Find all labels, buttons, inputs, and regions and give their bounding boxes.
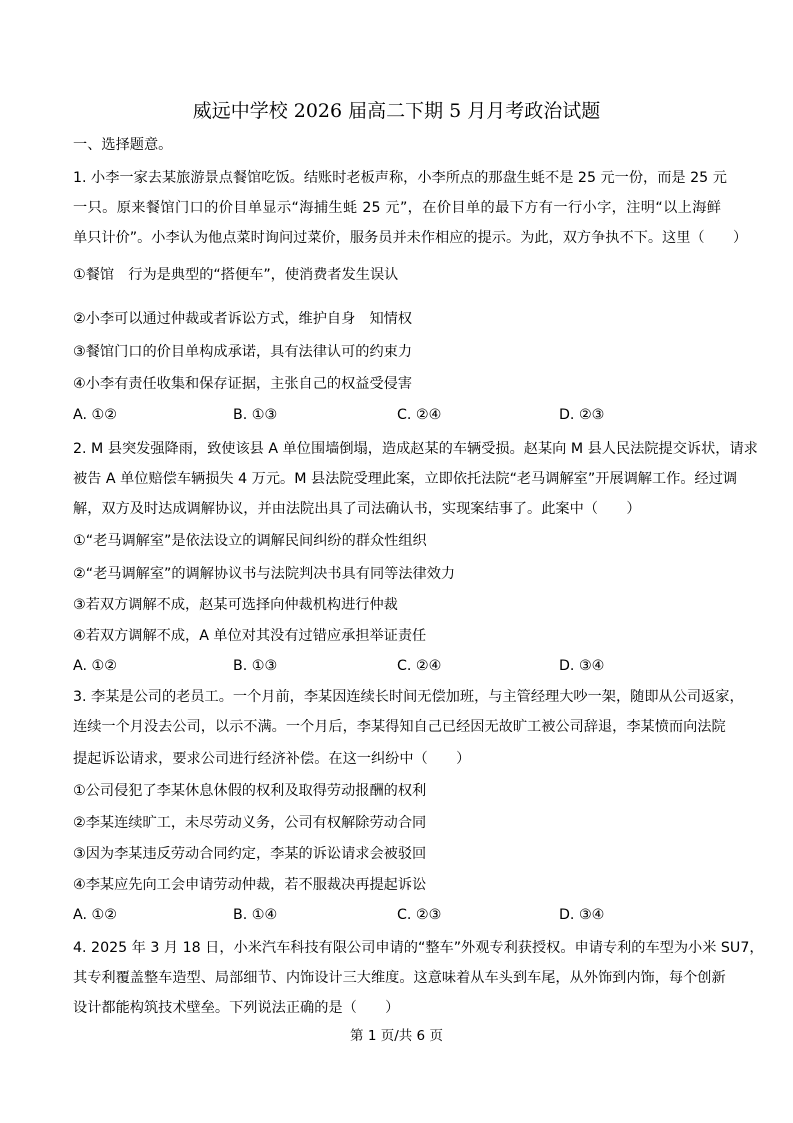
question-4-line-2: 其专利覆盖整车造型、局部细节、内饰设计三大维度。这意味着从车头到车尾，从外饰到内饰，每个创新 [73, 970, 726, 986]
option-c[interactable]: C. ②④ [397, 658, 442, 674]
option-c[interactable]: C. ②③ [397, 907, 442, 923]
option-b[interactable]: B. ①④ [233, 907, 278, 923]
question-2-options [73, 658, 723, 676]
page-footer: 第 1 页/共 6 页 [350, 1028, 443, 1044]
question-3-line-3: 提起诉讼请求，要求公司进行经济补偿。在这一纠纷中（ ） [73, 751, 471, 767]
option-a[interactable]: A. ①② [73, 407, 117, 423]
question-1-statement-2: ②小李可以通过仲裁或者诉讼方式，维护自身 知情权 [73, 311, 413, 327]
question-2-statement-2: ②“老马调解室”的调解协议书与法院判决书具有同等法律效力 [73, 566, 456, 582]
question-3-line-2: 连续一个月没去公司，以示不满。一个月后，李某得知自己已经因无故旷工被公司辞退，李某愤而向法院 [73, 719, 726, 735]
question-3-options [73, 907, 723, 925]
question-1-line-1: 1. 小李一家去某旅游景点餐馆吃饭。结账时老板声称，小李所点的那盘生蚝不是 25 元一份，而是 25 元 [73, 170, 727, 186]
page-title: 威远中学校 2026 届高二下期 5 月月考政治试题 [192, 100, 601, 122]
option-b[interactable]: B. ①③ [233, 658, 278, 674]
question-2-line-3: 解，双方及时达成调解协议，并由法院出具了司法确认书，实现案结事了。此案中（ ） [73, 501, 641, 517]
option-a[interactable]: A. ①② [73, 658, 117, 674]
option-c[interactable]: C. ②④ [397, 407, 442, 423]
option-a[interactable]: A. ①② [73, 907, 117, 923]
question-1-options [73, 407, 723, 425]
question-1-line-2: 一只。原来餐馆门口的价目单显示“海捕生蚝 25 元”，在价目单的最下方有一行小字，注明“以上海鲜 [73, 200, 721, 216]
question-2-line-2: 被告 A 单位赔偿车辆损失 4 万元。M 县法院受理此案，立即依托法院“老马调解室”开展调解工作。经过调 [73, 471, 738, 487]
question-2-statement-1: ①“老马调解室”是依法设立的调解民间纠纷的群众性组织 [73, 533, 427, 549]
question-1-line-3: 单只计价”。小李认为他点菜时询问过菜价，服务员并未作相应的提示。为此，双方争执不下。这里（ ） [73, 230, 748, 246]
question-3-statement-3: ③因为李某违反劳动合同约定，李某的诉讼请求会被驳回 [73, 846, 427, 862]
question-3-statement-1: ①公司侵犯了李某休息休假的权利及取得劳动报酬的权利 [73, 783, 427, 799]
question-4-line-3: 设计都能构筑技术壁垒。下列说法正确的是（ ） [73, 1000, 400, 1016]
question-4-line-1: 4. 2025 年 3 月 18 日，小米汽车科技有限公司申请的“整车”外观专利获授权。申请专利的车型为小米 SU7， [73, 940, 764, 956]
question-3-statement-2: ②李某连续旷工，未尽劳动义务，公司有权解除劳动合同 [73, 815, 427, 831]
option-b[interactable]: B. ①③ [233, 407, 278, 423]
option-d[interactable]: D. ②③ [559, 407, 605, 423]
option-d[interactable]: D. ③④ [559, 658, 605, 674]
section-heading: 一、选择题意。 [73, 137, 173, 153]
question-2-statement-4: ④若双方调解不成，A 单位对其没有过错应承担举证责任 [73, 628, 427, 644]
question-3-statement-4: ④李某应先向工会申请劳动仲裁，若不服裁决再提起诉讼 [73, 877, 427, 893]
question-1-statement-1: ①餐馆 行为是典型的“搭便车”，使消费者发生误认 [73, 267, 399, 283]
option-d[interactable]: D. ③④ [559, 907, 605, 923]
question-2-line-1: 2. M 县突发强降雨，致使该县 A 单位围墙倒塌，造成赵某的车辆受损。赵某向 M 县人民法院提交诉状，请求 [73, 441, 758, 457]
question-1-statement-3: ③餐馆门口的价目单构成承诺，具有法律认可的约束力 [73, 344, 413, 360]
question-3-line-1: 3. 李某是公司的老员工。一个月前，李某因连续长时间无偿加班，与主管经理大吵一架，随即从公司返家， [73, 689, 744, 705]
question-1-statement-4: ④小李有责任收集和保存证据，主张自己的权益受侵害 [73, 376, 413, 392]
question-2-statement-3: ③若双方调解不成，赵某可选择向仲裁机构进行仲裁 [73, 597, 398, 613]
